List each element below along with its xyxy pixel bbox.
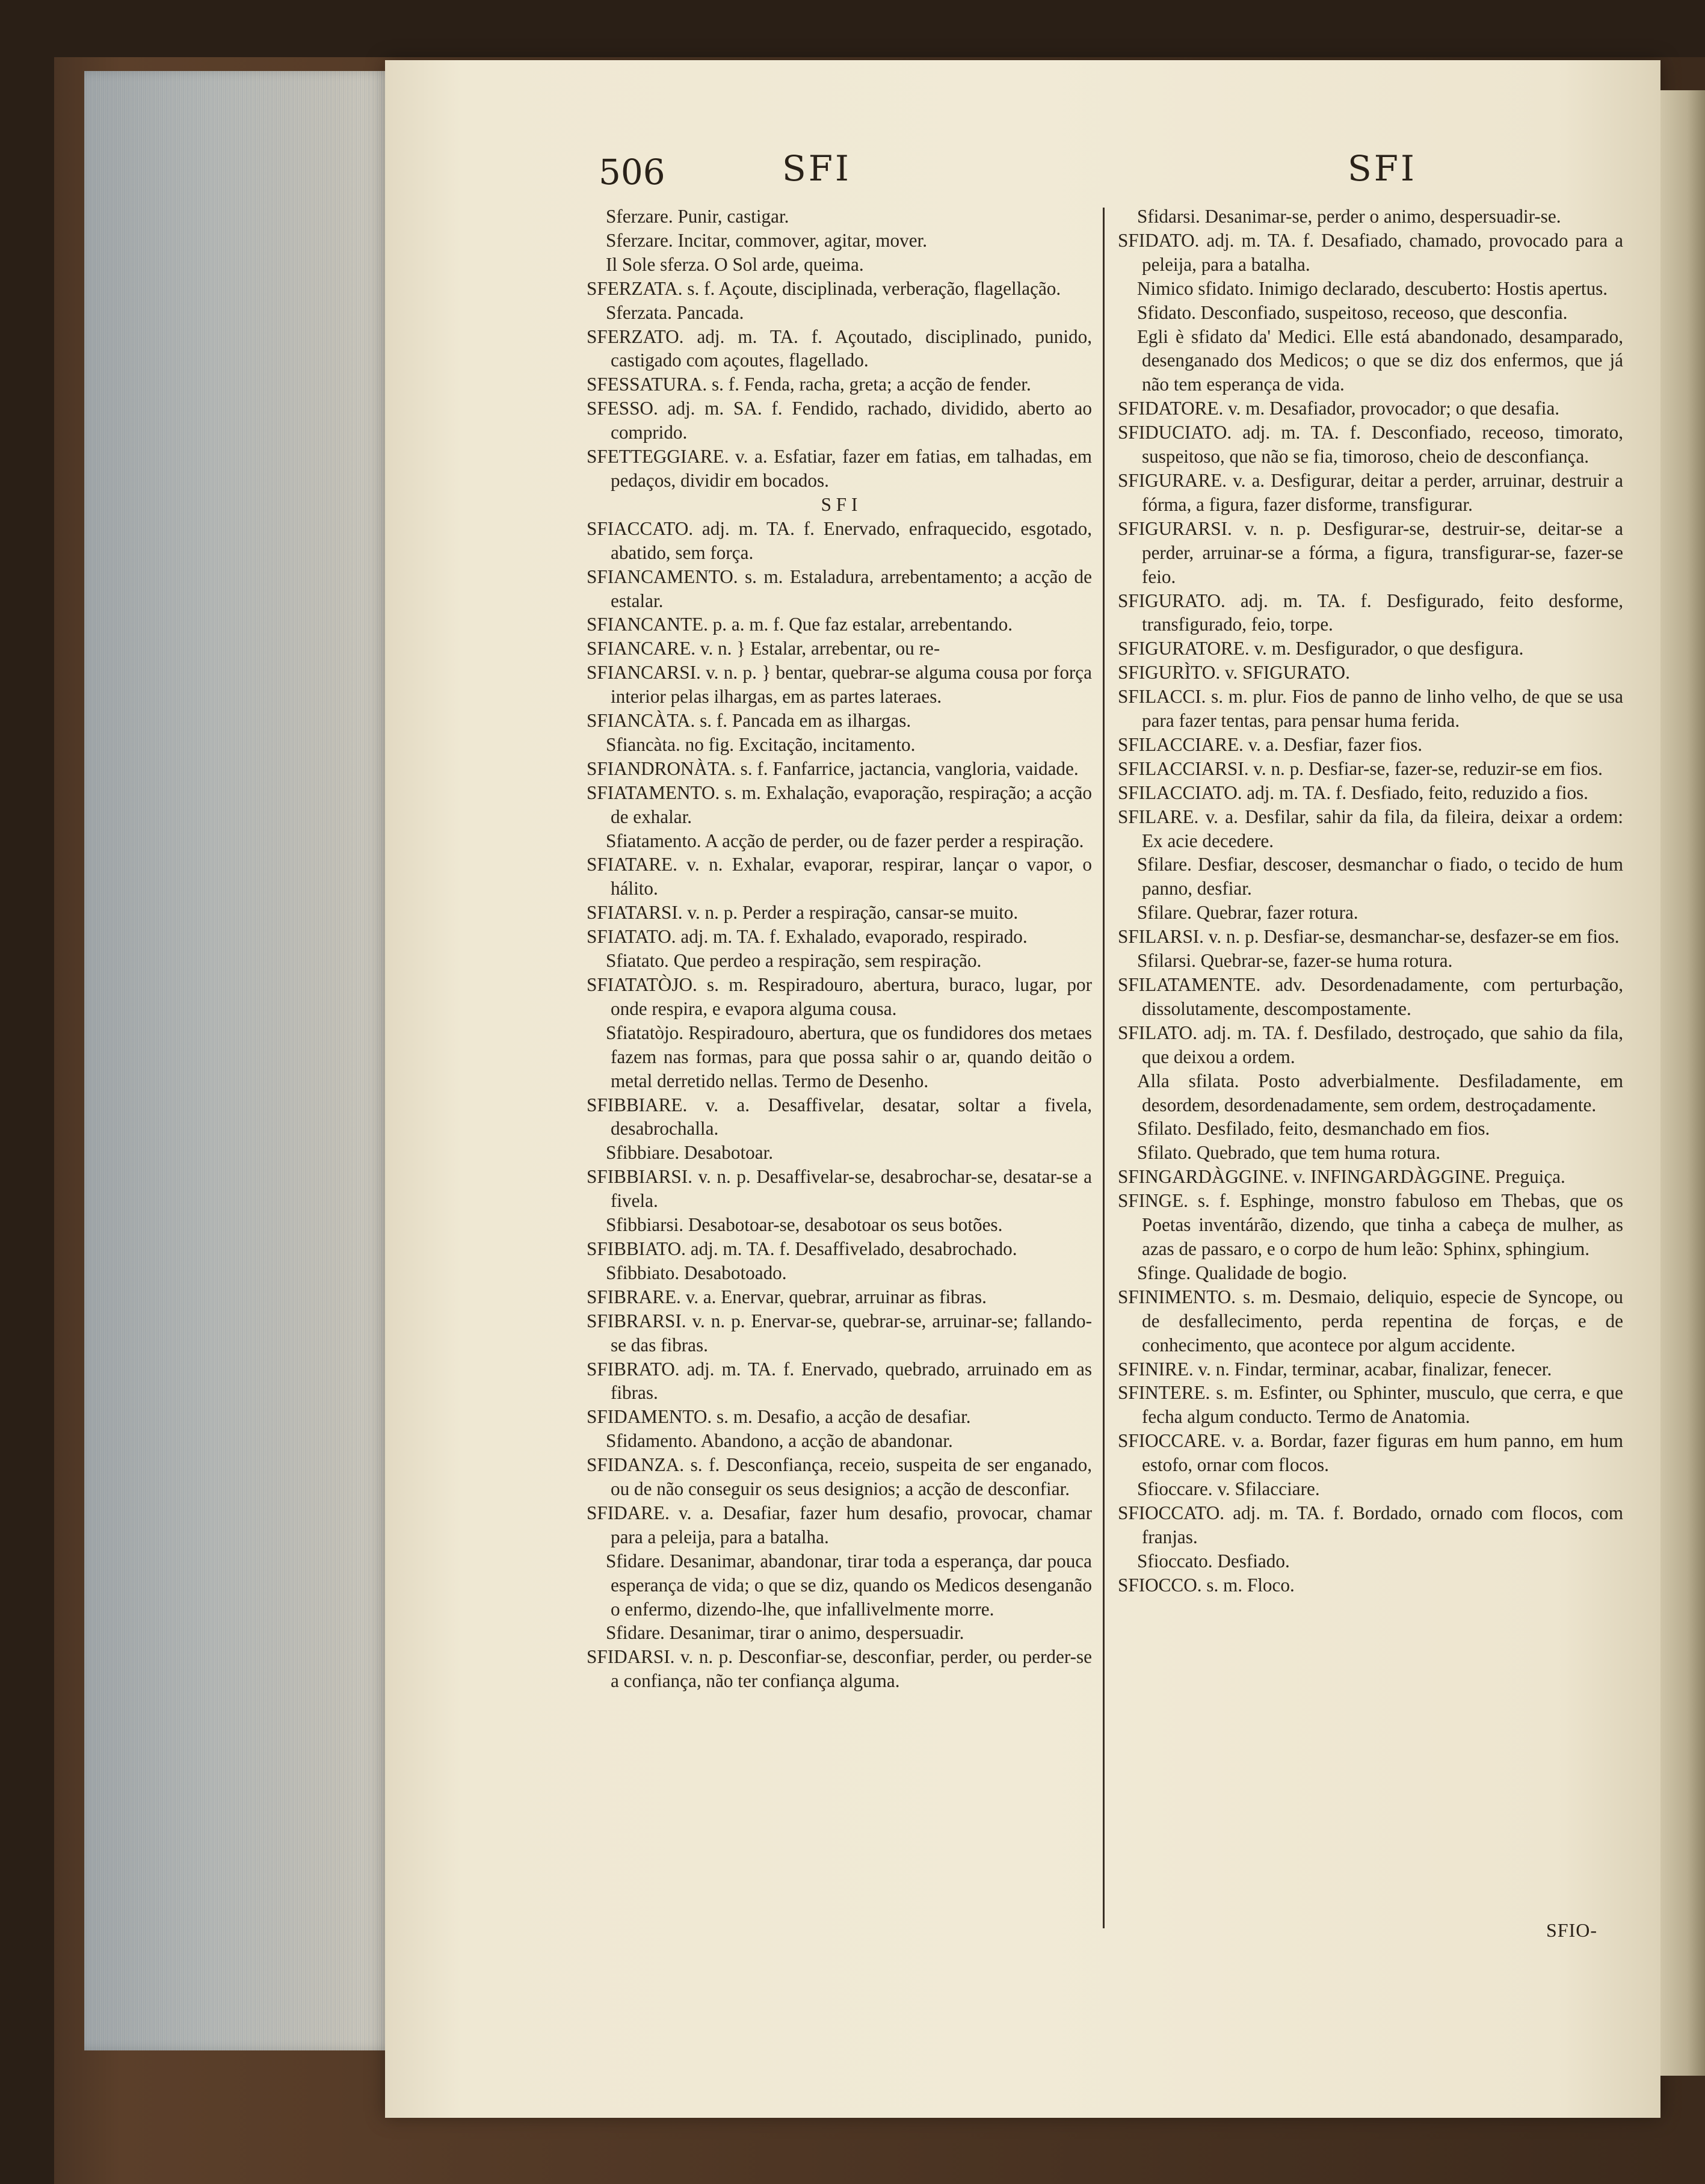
dictionary-entry: Sferzata. Pancada. bbox=[606, 301, 744, 323]
dictionary-entry: SFILACCI. s. m. plur. Fios de panno de linho velho, de que se usa para fazer tentas, para pensar huma ferida. bbox=[1118, 686, 1623, 732]
dictionary-entry: SFIBBIARSI. v. n. p. Desaffivelar-se, desabrochar-se, desatar-se a fivela. bbox=[587, 1166, 1092, 1212]
dictionary-entry: SFIDATO. adj. m. TA. f. Desafiado, chamado, provocado para a peleija, para a batalha. bbox=[1118, 229, 1623, 275]
dictionary-entry: Sfidamento. Abandono, a acção de abandonar. bbox=[606, 1430, 953, 1452]
facing-page-edge bbox=[1660, 90, 1705, 2076]
dictionary-entry: Sfidato. Desconfiado, suspeitoso, receoso, que desconfia. bbox=[1137, 301, 1568, 323]
dictionary-entry: SFIATATÒJO. s. m. Respiradouro, abertura, buraco, lugar, por onde respira, e evapora alguma cousa. bbox=[587, 974, 1092, 1019]
dictionary-entry: Sfilato. Desfilado, feito, desmanchado em fios. bbox=[1137, 1118, 1490, 1140]
dictionary-entry: SFILATO. adj. m. TA. f. Desfilado, destroçado, que sahio da fila, que deixou a ordem. bbox=[1118, 1022, 1623, 1067]
dictionary-entry: SFIDANZA. s. f. Desconfiança, receio, suspeita de ser enganado, ou de não conseguir os seus designios; a acção de desconfiar. bbox=[587, 1454, 1092, 1500]
dictionary-entry: SFINGE. s. f. Esphinge, monstro fabuloso em Thebas, que os Poetas inventárão, dizendo, que tinha a cabeça de mulher, as azas de passaro, e o corpo de hum leão: Sphinx, sphingium. bbox=[1118, 1190, 1623, 1259]
dictionary-entry: SFIDAMENTO. s. m. Desafio, a acção de desafiar. bbox=[587, 1406, 971, 1428]
dictionary-entry: SFIOCCATO. adj. m. TA. f. Bordado, ornado com flocos, com franjas. bbox=[1118, 1502, 1623, 1547]
dictionary-entry: Sfidare. Desanimar, tirar o animo, despersuadir. bbox=[606, 1622, 964, 1644]
catch-word: SFIO- bbox=[1546, 1919, 1598, 1941]
dictionary-entry: SFIATATO. adj. m. TA. f. Exhalado, evaporado, respirado. bbox=[587, 926, 1028, 948]
dictionary-entry: Sfilare. Desfiar, descoser, desmanchar o fiado, o tecido de hum panno, desfiar. bbox=[1137, 854, 1623, 899]
dictionary-entry: Sferzare. Incitar, commover, agitar, mover. bbox=[606, 229, 927, 251]
dictionary-entry: Sfibbiato. Desabotoado. bbox=[606, 1262, 787, 1283]
dictionary-entry: SFIBRARSI. v. n. p. Enervar-se, quebrar-se, arruinar-se; fallando-se das fibras. bbox=[587, 1310, 1092, 1356]
page-number: 506 bbox=[599, 152, 665, 193]
dictionary-entry: SFIANCAMENTO. s. m. Estaladura, arrebentamento; a acção de estalar. bbox=[587, 566, 1092, 611]
dictionary-entry: Il Sole sferza. O Sol arde, queima. bbox=[606, 253, 864, 275]
dictionary-entry: Sferzare. Punir, castigar. bbox=[606, 206, 789, 227]
dictionary-entry: SFIATARE. v. n. Exhalar, evaporar, respirar, lançar o vapor, o hálito. bbox=[587, 854, 1092, 899]
dictionary-entry: Egli è sfidato da' Medici. Elle está abandonado, desamparado, desenganado dos Medicos; o que se diz dos enfermos, que já não tem esperança de vida. bbox=[1137, 325, 1623, 395]
dictionary-entry: Sfidare. Desanimar, abandonar, tirar toda a esperança, dar pouca esperança de vida; o que se diz, quando os Medicos desenganão o enfermo, dizendo-lhe, que infallivelmente morre. bbox=[606, 1550, 1092, 1620]
dictionary-entry: SFIBBIATO. adj. m. TA. f. Desaffivelado, desabrochado. bbox=[587, 1238, 1017, 1259]
dictionary-entry: Sfilarsi. Quebrar-se, fazer-se huma rotura. bbox=[1137, 950, 1453, 972]
dictionary-entry: Sfilare. Quebrar, fazer rotura. bbox=[1137, 902, 1358, 924]
dictionary-entry: SFERZATO. adj. m. TA. f. Açoutado, disciplinado, punido, castigado com açoutes, flagellado. bbox=[587, 325, 1092, 371]
page-edges bbox=[84, 71, 397, 2050]
dictionary-entry: SFIBRATO. adj. m. TA. f. Enervado, quebrado, arruinado em as fibras. bbox=[587, 1358, 1092, 1404]
dictionary-entry: SFIGURATORE. v. m. Desfigurador, o que desfigura. bbox=[1118, 638, 1524, 659]
dictionary-entry: SFIANDRONÀTA. s. f. Fanfarrice, jactancia, vangloria, vaidade. bbox=[587, 757, 1079, 779]
dictionary-entry: SFIACCATO. adj. m. TA. f. Enervado, enfraquecido, esgotado, abatido, sem força. bbox=[587, 517, 1092, 563]
dictionary-entry: SFIANCARSI. v. n. p. } bentar, quebrar-se alguma cousa por força interior pelas ilhargas, em as partes lateraes. bbox=[587, 662, 1092, 708]
dictionary-entry: Sfiatamento. A acção de perder, ou de fazer perder a respiração. bbox=[606, 830, 1084, 851]
dictionary-entry: SFESSATURA. s. f. Fenda, racha, greta; a acção de fender. bbox=[587, 374, 1031, 395]
dictionary-entry: Sfidarsi. Desanimar-se, perder o animo, despersuadir-se. bbox=[1137, 206, 1561, 227]
section-heading: S F I bbox=[821, 493, 858, 515]
dictionary-entry: SFERZATA. s. f. Açoute, disciplinada, verberação, flagellação. bbox=[587, 277, 1061, 299]
dictionary-entry: SFILATAMENTE. adv. Desordenadamente, com perturbação, dissolutamente, descompostamente. bbox=[1118, 974, 1623, 1019]
dictionary-entry: SFIDARSI. v. n. p. Desconfiar-se, desconfiar, perder, ou perder-se a confiança, não ter confiança alguma. bbox=[587, 1646, 1092, 1692]
dictionary-entry: SFIATARSI. v. n. p. Perder a respiração, cansar-se muito. bbox=[587, 902, 1019, 924]
dictionary-entry: SFIANCARE. v. n. } Estalar, arrebentar, ou re- bbox=[587, 638, 940, 659]
dictionary-entry: Nimico sfidato. Inimigo declarado, descuberto: Hostis apertus. bbox=[1137, 277, 1608, 299]
dictionary-entry: SFILACCIARSI. v. n. p. Desfiar-se, fazer-se, reduzir-se em fios. bbox=[1118, 757, 1603, 779]
dictionary-entry: SFIDATORE. v. m. Desafiador, provocador; o que desafia. bbox=[1118, 398, 1560, 419]
dictionary-entry: SFINGARDÀGGINE. v. INFINGARDÀGGINE. Preguiça. bbox=[1118, 1166, 1565, 1188]
dictionary-entry: Sfibbiare. Desabotoar. bbox=[606, 1142, 774, 1164]
dictionary-entry: SFIBBIARE. v. a. Desaffivelar, desatar, soltar a fivela, desabrochalla. bbox=[587, 1094, 1092, 1140]
dictionary-entry: Sfiatatòjo. Respiradouro, abertura, que os fundidores dos metaes fazem nas formas, para que possa sahir o ar, quando deitão o metal derretido nellas. Termo de Desenho. bbox=[606, 1022, 1092, 1091]
dictionary-entry: Sfioccato. Desfiado. bbox=[1137, 1550, 1290, 1572]
running-head-right: SFI bbox=[1348, 148, 1417, 189]
dictionary-entry: SFILACCIARE. v. a. Desfiar, fazer fios. bbox=[1118, 733, 1423, 755]
dictionary-entry: SFIATAMENTO. s. m. Exhalação, evaporação, respiração; a acção de exhalar. bbox=[587, 782, 1092, 827]
dictionary-entry: SFESSO. adj. m. SA. f. Fendido, rachado, dividido, aberto ao comprido. bbox=[587, 398, 1092, 443]
column-divider bbox=[1103, 208, 1105, 1928]
dictionary-entry: SFIGURATO. adj. m. TA. f. Desfigurado, feito desforme, transfigurado, feio, torpe. bbox=[1118, 590, 1623, 635]
dictionary-entry: SFIBRARE. v. a. Enervar, quebrar, arruinar as fibras. bbox=[587, 1286, 987, 1307]
dictionary-entry: SFIANCANTE. p. a. m. f. Que faz estalar, arrebentando. bbox=[587, 614, 1013, 635]
dictionary-entry: Sfinge. Qualidade de bogio. bbox=[1137, 1262, 1348, 1283]
dictionary-entry: SFILARSI. v. n. p. Desfiar-se, desmanchar-se, desfazer-se em fios. bbox=[1118, 926, 1620, 948]
dictionary-entry: SFIGURARSI. v. n. p. Desfigurar-se, destruir-se, deitar-se a perder, arruinar-se a fórma, a figura, transfigurar-se, fazer-se feio. bbox=[1118, 517, 1623, 587]
dictionary-entry: SFIGURÌTO. v. SFIGURATO. bbox=[1118, 662, 1350, 683]
dictionary-entry: SFIOCCO. s. m. Floco. bbox=[1118, 1574, 1295, 1596]
left-column bbox=[587, 205, 1092, 1931]
dictionary-entry: SFILACCIATO. adj. m. TA. f. Desfiado, feito, reduzido a fios. bbox=[1118, 782, 1588, 803]
dictionary-entry: Alla sfilata. Posto adverbialmente. Desfiladamente, em desordem, desordenadamente, sem ordem, destroçadamente. bbox=[1137, 1070, 1623, 1115]
dictionary-entry: Sfiatato. Que perdeo a respiração, sem respiração. bbox=[606, 950, 982, 972]
dictionary-entry: SFIDUCIATO. adj. m. TA. f. Desconfiado, receoso, timorato, suspeitoso, que não se fia, timoroso, cheio de desconfiança. bbox=[1118, 422, 1623, 467]
dictionary-entry: SFILARE. v. a. Desfilar, sahir da fila, da fileira, deixar a ordem: Ex acie decedere. bbox=[1118, 806, 1623, 851]
dictionary-entry: SFIGURARE. v. a. Desfigurar, deitar a perder, arruinar, destruir a fórma, a figura, fazer disforme, transfigurar. bbox=[1118, 469, 1623, 515]
running-head-left: SFI bbox=[782, 148, 851, 189]
dictionary-entry: Sfilato. Quebrado, que tem huma rotura. bbox=[1137, 1142, 1441, 1164]
dictionary-entry: SFINIRE. v. n. Findar, terminar, acabar, finalizar, fenecer. bbox=[1118, 1358, 1552, 1380]
dictionary-entry: SFIDARE. v. a. Desafiar, fazer hum desafio, provocar, chamar para a peleija, para a batalha. bbox=[587, 1502, 1092, 1547]
dictionary-entry: Sfioccare. v. Sfilacciare. bbox=[1137, 1478, 1320, 1500]
dictionary-entry: SFINIMENTO. s. m. Desmaio, deliquio, especie de Syncope, ou de desfallecimento, perda repentina de forças, e de conhecimento, que acontece por algum accidente. bbox=[1118, 1286, 1623, 1356]
dictionary-entry: Sfibbiarsi. Desabotoar-se, desabotoar os seus botões. bbox=[606, 1214, 1003, 1236]
dictionary-entry: SFETTEGGIARE. v. a. Esfatiar, fazer em fatias, em talhadas, em pedaços, dividir em bocados. bbox=[587, 446, 1092, 491]
dictionary-entry: SFIANCÀTA. s. f. Pancada em as ilhargas. bbox=[587, 710, 911, 732]
dictionary-entry: Sfiancàta. no fig. Excitação, incitamento. bbox=[606, 733, 916, 755]
dictionary-entry: SFINTERE. s. m. Esfinter, ou Sphinter, musculo, que cerra, e que fecha algum conducto. Termo de Anatomia. bbox=[1118, 1382, 1623, 1428]
dictionary-entry: SFIOCCARE. v. a. Bordar, fazer figuras em hum panno, em hum estofo, ornar com flocos. bbox=[1118, 1430, 1623, 1476]
right-column bbox=[1118, 205, 1623, 1931]
